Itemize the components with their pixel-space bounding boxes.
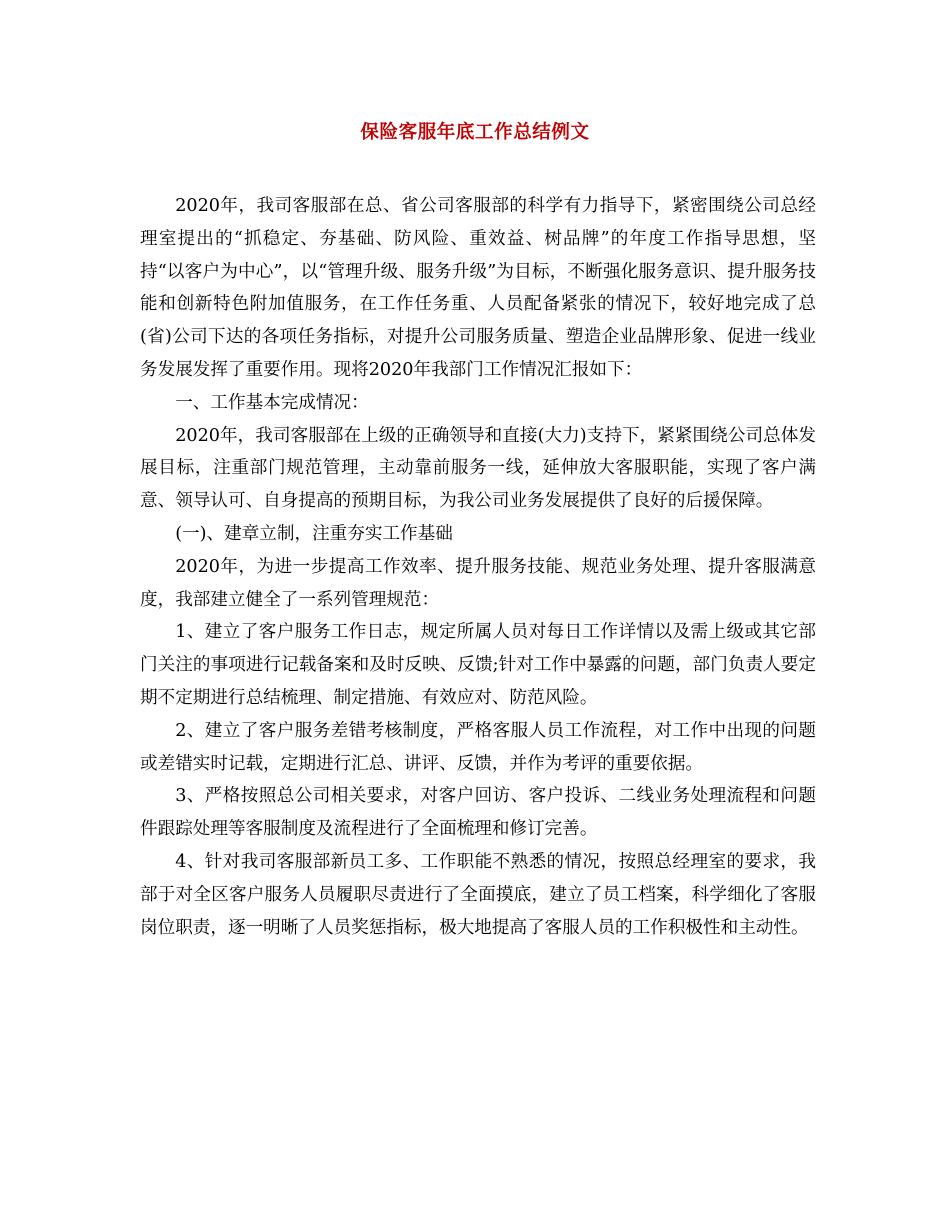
paragraph-regulations-intro: 2020年，为进一步提高工作效率、提升服务技能、规范业务处理、提升客服满意度，我部建立健全了一系列管理规范：: [140, 556, 816, 610]
list-item-3: 3、严格按照总公司相关要求，对客户回访、客户投诉、二线业务处理流程和问题件跟踪处理等客服制度及流程进行了全面梳理和修订完善。: [140, 786, 816, 840]
paragraph-overview: 2020年，我司客服部在上级的正确领导和直接(大力)支持下，紧紧围绕公司总体发展目标，注重部门规范管理，主动靠前服务一线，延伸放大客服职能，实现了客户满意、领导认可、自身提高的预期目标，为我公司业务发展提供了良好的后援保障。: [140, 425, 816, 512]
document-title: 保险客服年底工作总结例文: [360, 122, 590, 143]
subsection-heading-regulations: (一)、建章立制，注重夯实工作基础: [175, 523, 453, 544]
list-item-1: 1、建立了客户服务工作日志，规定所属人员对每日工作详情以及需上级或其它部门关注的事项进行记载备案和及时反映、反馈;针对工作中暴露的问题，部门负责人要定期不定期进行总结梳理、制定措施、有效应对、防范风险。: [140, 622, 816, 708]
section-heading-basic-completion: 一、工作基本完成情况：: [175, 392, 369, 413]
paragraph-intro: 2020年，我司客服部在总、省公司客服部的科学有力指导下，紧密围绕公司总经理室提出的“抓稳定、夯基础、防风险、重效益、树品牌”的年度工作指导思想，坚持“以客户为中心”，以“管理升级、服务升级”为目标，不断强化服务意识、提升服务技能和创新特色附加值服务，在工作任务重、人员配备紧张的情况下，较好地完成了总(省)公司下达的各项任务指标，对提升公司服务质量、塑造企业品牌形象、促进一线业务发展发挥了重要作用。现将2020年我部门工作情况汇报如下：: [140, 196, 816, 380]
list-item-4: 4、针对我司客服部新员工多、工作职能不熟悉的情况，按照总经理室的要求，我部于对全区客户服务人员履职尽责进行了全面摸底，建立了员工档案，科学细化了客服岗位职责，逐一明晰了人员奖惩指标，极大地提高了客服人员的工作积极性和主动性。: [140, 851, 816, 938]
list-item-2: 2、建立了客户服务差错考核制度，严格客服人员工作流程，对工作中出现的问题或差错实时记载，定期进行汇总、讲评、反馈，并作为考评的重要依据。: [140, 720, 816, 774]
document-body: [140, 190, 816, 944]
